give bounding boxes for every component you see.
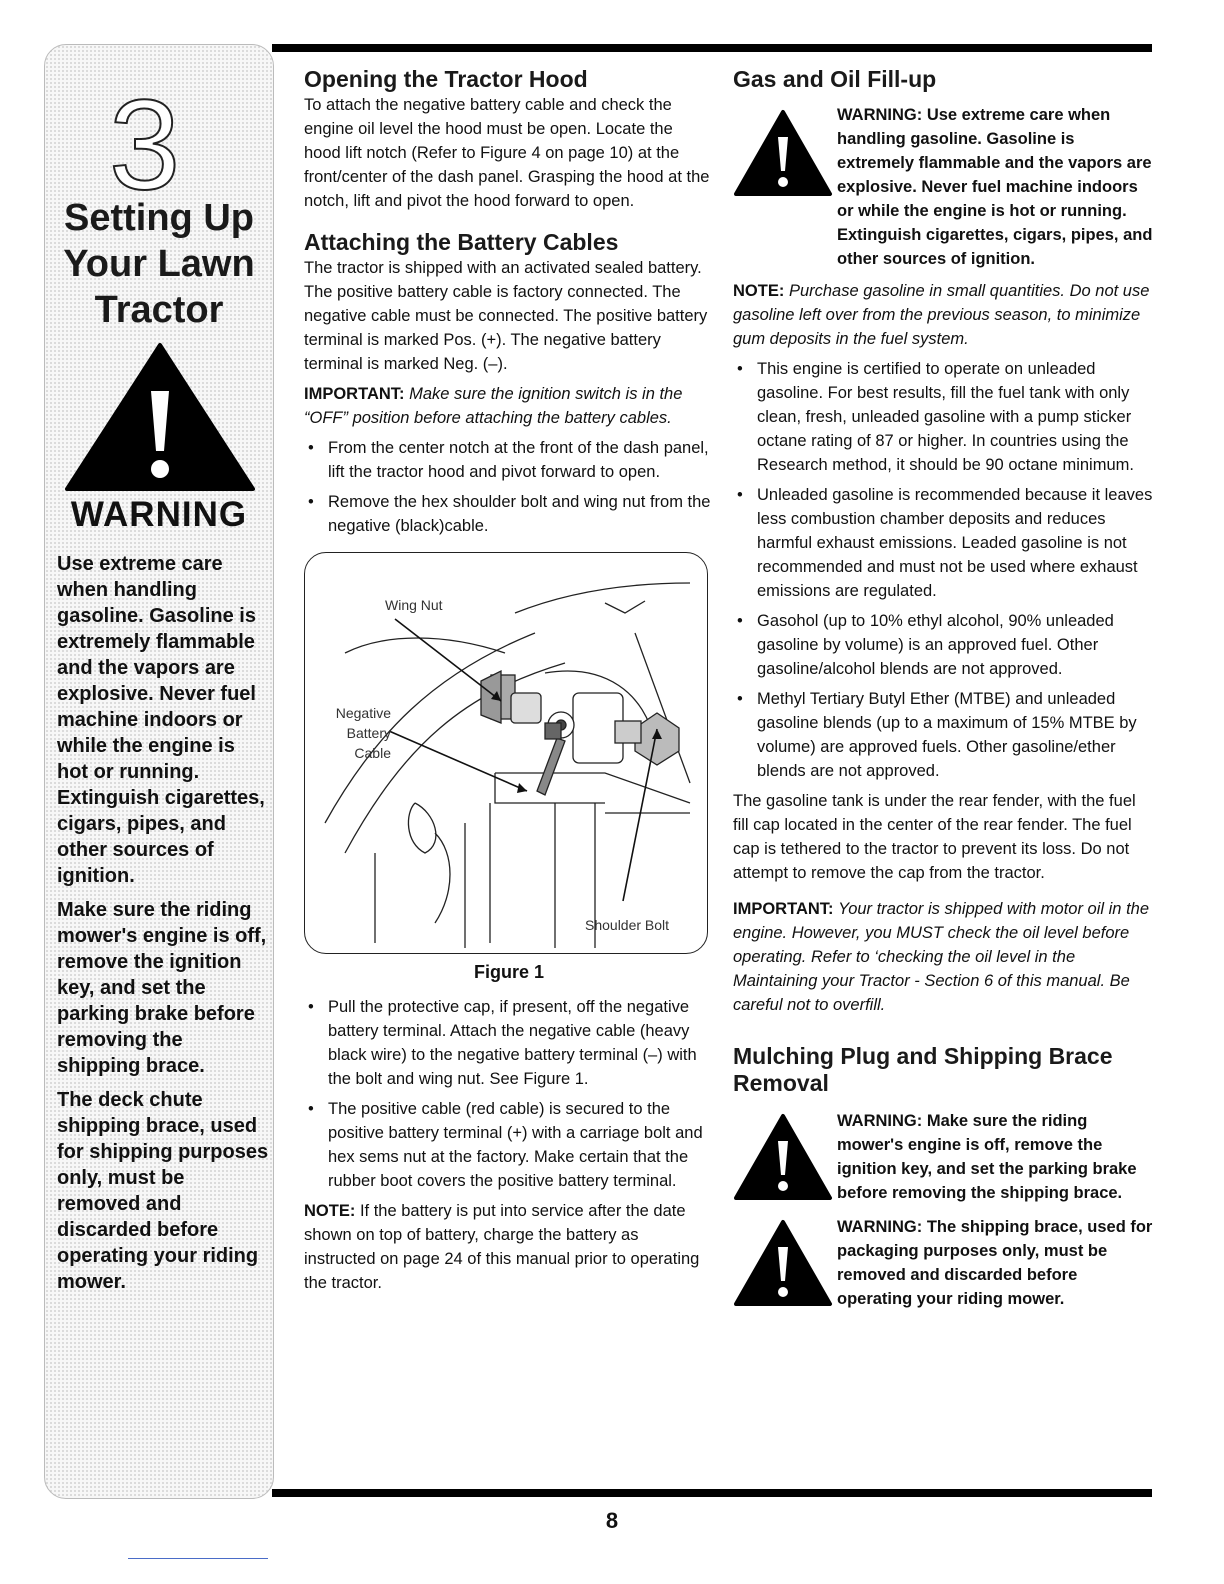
gas-heading: Gas and Oil Fill-up [733,66,937,92]
page-number: 8 [605,1508,619,1533]
gas-warning-text: WARNING: Use extreme care when handling gasoline. Gasoline is extremely flammable and the vapors are explosive. Never fuel machine indoors or while the engine is hot or running. Extinguish cigarettes, cigars, pipes, and other sources of ignition. [837,106,1153,268]
list-item: • This engine is certified to operate on unleaded gasoline. For best results, fill the fuel tank with only clean, fresh, unleaded gasoline with a pump sticker octane rating of 87 or higher. In countries using the Research method, it should be 90 octane minimum. [733,357,1153,477]
hood-heading: Opening the Tractor Hood [304,66,588,92]
mulch-warning-1-text: WARNING: Make sure the riding mower's engine is off, remove the ignition key, and set the parking brake before removing the shipping brace. [837,1112,1137,1202]
battery-important [304,382,714,430]
top-rule [272,44,1152,52]
figure-1 [304,552,708,954]
column-right [733,66,1153,1311]
list-item: • Unleaded gasoline is recommended because it leaves less combustion chamber deposits and reduces harmful exhaust emissions. Leaded gasoline is not recommended and must not be used where exhaust emissions are regulated. [733,483,1153,603]
battery-steps-b [304,995,714,1193]
figure-label-shoulder-bolt: Shoulder Bolt [585,917,670,933]
warning-triangle-icon [63,341,257,493]
warning-triangle-icon [733,1219,833,1307]
mulch-heading: Mulching Plug and Shipping Brace Removal [733,1043,1113,1096]
chapter-title [45,195,273,333]
sidebar-paragraph: The deck chute shipping brace, used for shipping purposes only, must be removed and discarded before operating your riding mower. [57,1089,269,1293]
list-item: • Gasohol (up to 10% ethyl alcohol, 90% unleaded gasoline by volume) is an approved fuel. Other gasoline/alcohol blends are not approved. [733,609,1153,681]
gas-tank-text: The gasoline tank is under the rear fender, with the fuel fill cap located in the center of the rear fender. The fuel cap is tethered to the tractor to prevent its loss. Do not attempt to remove the cap from the tractor. [733,792,1136,882]
note-text: Purchase gasoline in small quantities. Do not use gasoline left over from the previous season, to minimize gum deposits in the fuel system. [733,282,1150,348]
gas-warning [733,103,1153,271]
chapter-title-line-1: Setting Up [64,197,254,239]
chapter-sidebar [44,44,274,1499]
gas-bullets [733,357,1153,783]
list-item: • Remove the hex shoulder bolt and wing nut from the negative (black)cable. [304,490,714,538]
bottom-rule [272,1489,1152,1497]
gas-note [733,279,1153,351]
mulch-warning-2-text: WARNING: The shipping brace, used for packaging purposes only, must be removed and discarded before operating your riding mower. [837,1218,1153,1308]
important-text: Your tractor is shipped with motor oil in the engine. However, you MUST check the oil level before operating. Refer to ‘checking the oil level in the Maintaining your Tractor - Section 6 of this manual. Be careful not to overfill. [733,900,1150,1014]
chapter-number: 3 [109,74,181,217]
sidebar-warning-label: WARNING [70,495,248,534]
note-label: NOTE: [733,282,785,300]
list-item: • The positive cable (red cable) is secured to the positive battery terminal (+) with a carriage bolt and hex sems nut at the factory. Make certain that the rubber boot covers the positive battery terminal. [304,1097,714,1193]
hood-text: To attach the negative battery cable and check the engine oil level the hood must be open. Locate the hood lift notch (Refer to Figure 4 on page 10) at the front/center of the dash panel. Grasping the hood at the notch, lift and pivot the hood forward to open. [304,96,710,210]
figure-caption: Figure 1 [473,962,544,982]
sidebar-paragraph: Use extreme care when handling gasoline. Gasoline is extremely flammable and the vapors are explosive. Never fuel machine indoors or while the engine is hot or running. Extinguish cigarettes, cigars, pipes, and other sources of ignition. [57,553,265,887]
gas-important [733,897,1153,1017]
chapter-title-line-3: Tractor [94,289,224,331]
important-label: IMPORTANT: [304,385,405,403]
mulch-warning-2 [733,1215,1153,1311]
important-text: Make sure the ignition switch is in the “OFF” position before attaching the battery cables. [304,385,683,427]
note-label: NOTE: [304,1202,356,1220]
sidebar-warning-text [57,551,269,1303]
warning-triangle-icon [733,109,833,197]
chapter-title-line-2: Your Lawn [63,243,255,285]
footer-link-underline [128,1558,268,1559]
list-item: • Methyl Tertiary Butyl Ether (MTBE) and unleaded gasoline blends (up to a maximum of 15% MTBE by volume) are approved fuels. Other gasoline/ether blends are not approved. [733,687,1153,783]
important-label: IMPORTANT: [733,900,834,918]
battery-steps-a [304,436,714,538]
battery-heading: Attaching the Battery Cables [304,229,619,255]
figure-label-negative-cable: Negative Battery Cable [335,705,391,761]
list-item: • From the center notch at the front of the dash panel, lift the tractor hood and pivot forward to open. [304,436,714,484]
warning-triangle-icon [733,1113,833,1201]
column-left [304,66,714,1295]
figure-label-wing-nut: Wing Nut [385,597,443,613]
list-item: • Pull the protective cap, if present, off the negative battery terminal. Attach the negative cable (heavy black wire) to the negative battery terminal (–) with the bolt and wing nut. See Figure 1. [304,995,714,1091]
mulch-warning-1 [733,1109,1153,1205]
battery-note [304,1199,714,1295]
battery-text: The tractor is shipped with an activated sealed battery. The positive battery cable is factory connected. The negative cable must be connected. The positive battery terminal is marked Pos. (+). The negative battery terminal is marked Neg. (–). [304,259,708,373]
note-text: If the battery is put into service after the date shown on top of battery, charge the battery as instructed on page 24 of this manual prior to operating the tractor. [304,1202,700,1292]
sidebar-paragraph: Make sure the riding mower's engine is off, remove the ignition key, and set the parking brake before removing the shipping brace. [57,899,267,1077]
